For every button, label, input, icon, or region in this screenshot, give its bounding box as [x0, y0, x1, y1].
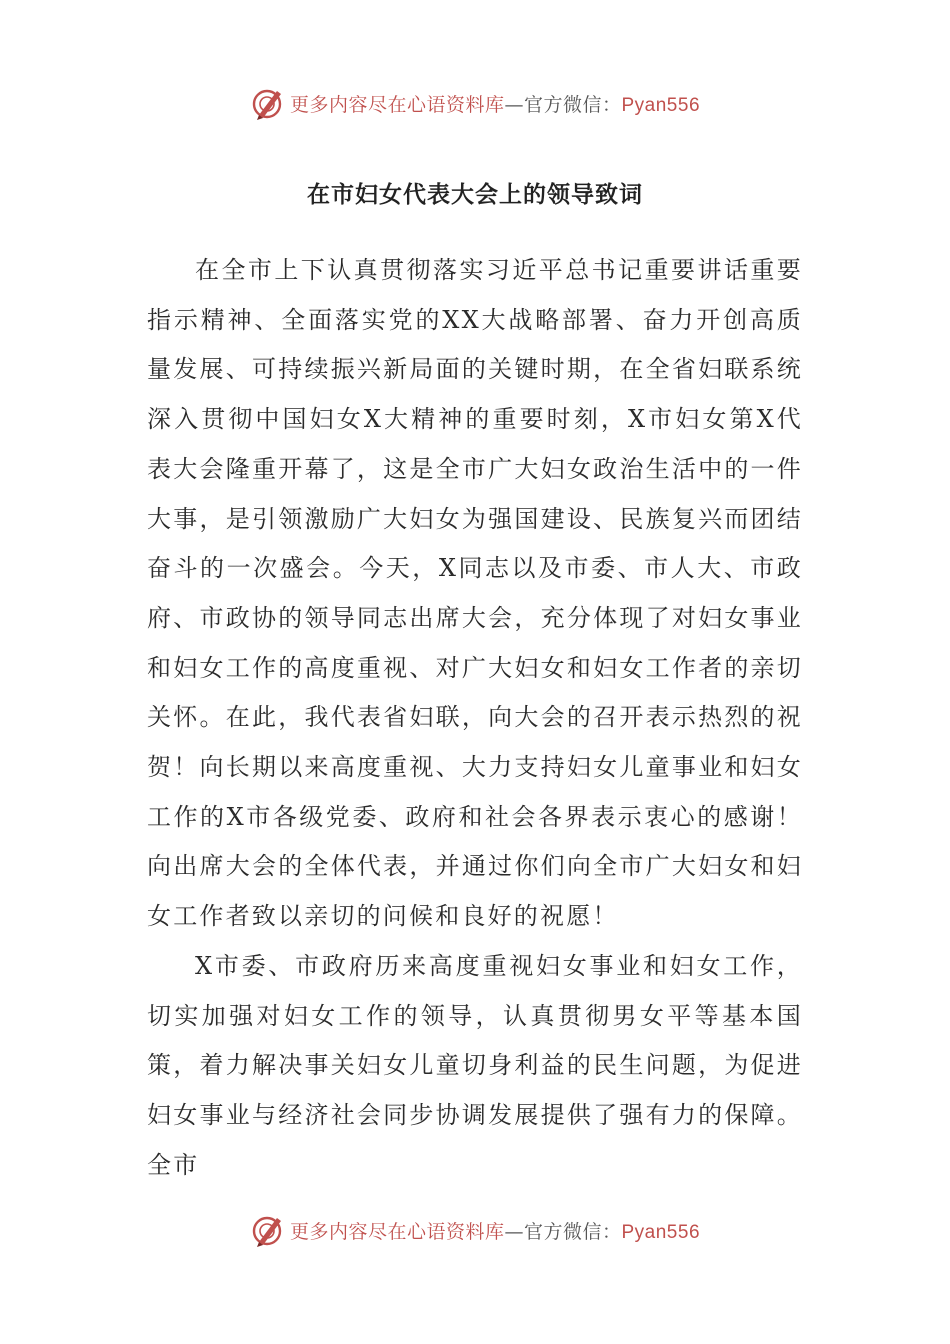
- banner-sub-text: 官方微信：: [523, 93, 622, 116]
- header-banner: [0, 83, 950, 123]
- pen-logo-icon: [250, 85, 286, 121]
- banner-main-text: 更多内容尽在心语资料库: [289, 1220, 505, 1243]
- banner-wechat-id: Pyan556: [621, 1221, 701, 1243]
- banner-text: [290, 90, 700, 117]
- banner-dash: —: [504, 1220, 524, 1243]
- footer-banner: [0, 1210, 950, 1250]
- paragraph: X市委、市政府历来高度重视妇女事业和妇女工作，切实加强对妇女工作的领导，认真贯彻男女平等基本国策，着力解决事关妇女儿童切身利益的民生问题，为促进妇女事业与经济社会同步协调发展提供了强有力的保障。全市: [147, 951, 803, 1179]
- pen-logo-icon: [250, 1212, 286, 1248]
- paragraph: 在全市上下认真贯彻落实习近平总书记重要讲话重要指示精神、全面落实党的XX大战略部署、奋力开创高质量发展、可持续振兴新局面的关键时期，在全省妇联系统深入贯彻中国妇女X大精神的重要时刻，X市妇女第X代表大会隆重开幕了，这是全市广大妇女政治生活中的一件大事，是引领激励广大妇女为强国建设、民族复兴而团结奋斗的一次盛会。今天，X同志以及市委、市人大、市政府、市政协的领导同志出席大会，充分体现了对妇女事业和妇女工作的高度重视、对广大妇女和妇女工作者的亲切关怀。在此，我代表省妇联，向大会的召开表示热烈的祝贺！向长期以来高度重视、大力支持妇女儿童事业和妇女工作的X市各级党委、政府和社会各界表示衷心的感谢！向出席大会的全体代表，并通过你们向全市广大妇女和妇女工作者致以亲切的问候和良好的祝愿！: [147, 256, 803, 931]
- banner-main-text: 更多内容尽在心语资料库: [289, 93, 505, 116]
- banner-text: [290, 1217, 700, 1244]
- document-body: [147, 246, 803, 1190]
- banner-sub-text: 官方微信：: [523, 1220, 622, 1243]
- banner-dash: —: [504, 93, 524, 116]
- document-title: 在市妇女代表大会上的领导致词: [307, 182, 643, 208]
- banner-wechat-id: Pyan556: [621, 94, 701, 116]
